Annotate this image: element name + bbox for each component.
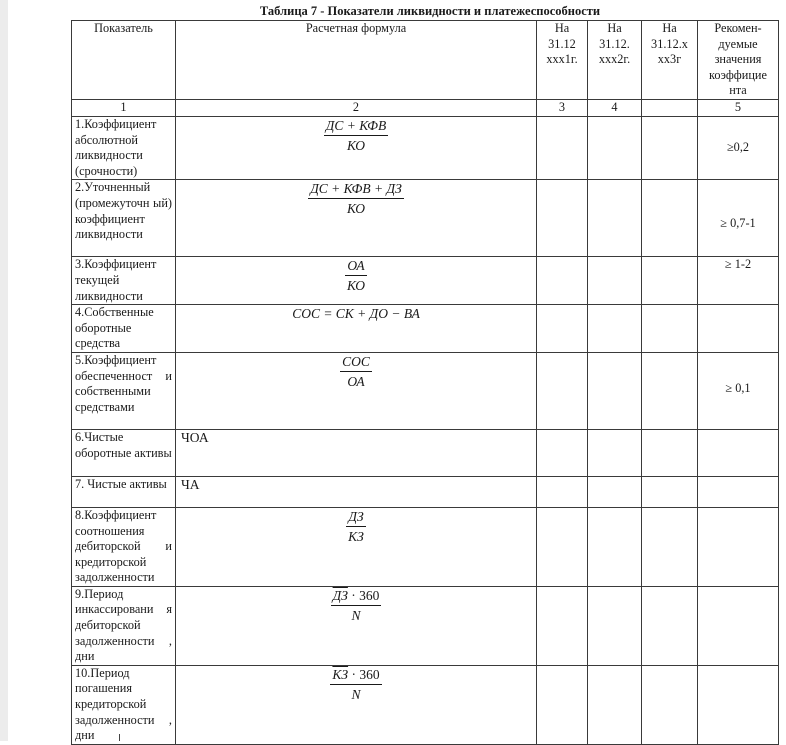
value-cell-year2[interactable] xyxy=(588,476,642,507)
formula-cell xyxy=(176,116,537,179)
formula-cell: ЧОА xyxy=(176,429,537,476)
header-indicator: Показатель xyxy=(72,21,176,100)
header-row xyxy=(72,21,779,100)
value-cell-year3[interactable] xyxy=(642,507,698,586)
formula-cell xyxy=(176,180,537,257)
table-caption: Таблица 7 - Показатели ликвидности и платежеспособности xyxy=(259,4,601,18)
indicator-cell: 9.Период инкассировани я дебиторской задолженности , дни xyxy=(72,586,176,665)
table-row xyxy=(72,180,779,257)
value-cell-year2[interactable] xyxy=(588,429,642,476)
indicator-cell: 3.Коэффициент текущей ликвидности xyxy=(72,257,176,305)
formula-denominator: КО xyxy=(346,278,366,294)
formula-numerator xyxy=(331,587,382,606)
formula-cell xyxy=(176,586,537,665)
formula-denominator: N xyxy=(351,686,361,702)
indicator-cell: 7. Чистые активы xyxy=(72,476,176,507)
formula-fraction xyxy=(330,666,381,703)
recommended-value xyxy=(698,476,779,507)
value-cell-year3[interactable] xyxy=(642,352,698,429)
formula-denominator: КО xyxy=(346,201,366,217)
header-formula: Расчетная формула xyxy=(176,21,537,100)
value-cell-year2[interactable] xyxy=(588,352,642,429)
value-cell-year1[interactable] xyxy=(537,507,588,586)
table-row xyxy=(72,305,779,353)
recommended-value xyxy=(698,586,779,665)
recommended-value xyxy=(698,429,779,476)
value-cell-year3[interactable] xyxy=(642,586,698,665)
value-cell-year3[interactable] xyxy=(642,257,698,305)
formula-multiplier: · 360 xyxy=(347,587,380,603)
value-cell-year2[interactable] xyxy=(588,665,642,744)
recommended-value xyxy=(698,305,779,353)
formula-numerator: СОС xyxy=(340,353,372,372)
indicator-cell: 1.Коэффициент абсолютной ликвидности (срочности) xyxy=(72,116,176,179)
formula-numerator: ДС + КФВ + ДЗ xyxy=(308,180,404,199)
value-cell-year3[interactable] xyxy=(642,429,698,476)
indicator-cell: 5.Коэффициент обеспеченност и собственными средствами xyxy=(72,352,176,429)
indicator-cell: 10.Период погашения кредиторской задолженности , дни xyxy=(72,665,176,744)
formula-cell xyxy=(176,665,537,744)
page-edge xyxy=(0,0,8,741)
formula-cell: ЧА xyxy=(176,476,537,507)
table-row xyxy=(72,429,779,476)
recommended-value: ≥ 1-2 xyxy=(698,257,779,305)
table-row xyxy=(72,352,779,429)
recommended-value: ≥0,2 xyxy=(698,116,779,179)
value-cell-year2[interactable] xyxy=(588,180,642,257)
indicator-cell: 4.Собственные оборотные средства xyxy=(72,305,176,353)
value-cell-year3[interactable] xyxy=(642,665,698,744)
column-number: 4 xyxy=(588,99,642,116)
value-cell-year1[interactable] xyxy=(537,305,588,353)
value-cell-year3[interactable] xyxy=(642,116,698,179)
value-cell-year2[interactable] xyxy=(588,116,642,179)
formula-numerator: ДС + КФВ xyxy=(324,117,388,136)
formula-denominator: N xyxy=(351,607,361,623)
value-cell-year1[interactable] xyxy=(537,116,588,179)
indicator-cell: 6.Чистые оборотные активы xyxy=(72,429,176,476)
formula-fraction xyxy=(324,117,388,154)
value-cell-year2[interactable] xyxy=(588,586,642,665)
column-number xyxy=(642,99,698,116)
column-number: 1 xyxy=(72,99,176,116)
formula-multiplier: · 360 xyxy=(348,666,380,682)
liquidity-table xyxy=(71,20,779,745)
table-row xyxy=(72,257,779,305)
formula-cell xyxy=(176,507,537,586)
recommended-value: ≥ 0,7-1 xyxy=(698,180,779,257)
value-cell-year1[interactable] xyxy=(537,665,588,744)
formula-denominator: КЗ xyxy=(348,528,364,544)
value-cell-year1[interactable] xyxy=(537,586,588,665)
header-year3: На 31.12.х хх3г xyxy=(642,21,698,100)
column-number: 5 xyxy=(698,99,779,116)
value-cell-year1[interactable] xyxy=(537,180,588,257)
column-number: 2 xyxy=(176,99,537,116)
formula-denominator: КО xyxy=(346,137,366,153)
value-cell-year3[interactable] xyxy=(642,476,698,507)
value-cell-year1[interactable] xyxy=(537,429,588,476)
recommended-value xyxy=(698,507,779,586)
formula-cell xyxy=(176,305,537,353)
formula-average-variable: КЗ xyxy=(332,666,349,682)
formula-denominator: ОА xyxy=(347,373,365,389)
column-number: 3 xyxy=(537,99,588,116)
formula-fraction xyxy=(346,508,365,545)
value-cell-year3[interactable] xyxy=(642,180,698,257)
header-year1: На 31.12 ххх1г. xyxy=(537,21,588,100)
indicator-cell: 8.Коэффициент соотношения дебиторской и кредиторской задолженности xyxy=(72,507,176,586)
formula-fraction xyxy=(331,587,382,624)
header-year2: На 31.12. ххх2г. xyxy=(588,21,642,100)
header-recommended: Рекомен-дуемые значения коэффицие нта xyxy=(698,21,779,100)
value-cell-year2[interactable] xyxy=(588,507,642,586)
formula-cell xyxy=(176,257,537,305)
formula-numerator: ДЗ xyxy=(346,508,365,527)
table-row xyxy=(72,116,779,179)
formula-fraction xyxy=(308,180,404,217)
formula-average-variable: ДЗ xyxy=(332,587,348,603)
recommended-value: ≥ 0,1 xyxy=(698,352,779,429)
value-cell-year1[interactable] xyxy=(537,352,588,429)
formula-fraction xyxy=(340,353,372,390)
table-row xyxy=(72,507,779,586)
formula-cell xyxy=(176,352,537,429)
table-row xyxy=(72,665,779,744)
recommended-value xyxy=(698,665,779,744)
value-cell-year3[interactable] xyxy=(642,305,698,353)
formula-numerator: ОА xyxy=(345,257,366,276)
table-row xyxy=(72,476,779,507)
formula-fraction xyxy=(345,257,366,294)
text-cursor-mark xyxy=(119,734,120,741)
value-cell-year2[interactable] xyxy=(588,257,642,305)
value-cell-year1[interactable] xyxy=(537,257,588,305)
table-row xyxy=(72,586,779,665)
formula-inline: СОС = СК + ДО − ВА xyxy=(292,306,420,322)
column-number-row xyxy=(72,99,779,116)
value-cell-year2[interactable] xyxy=(588,305,642,353)
value-cell-year1[interactable] xyxy=(537,476,588,507)
indicator-cell: 2.Уточненный (промежуточн ый) коэффициент ликвидности xyxy=(72,180,176,257)
formula-numerator xyxy=(330,666,381,685)
